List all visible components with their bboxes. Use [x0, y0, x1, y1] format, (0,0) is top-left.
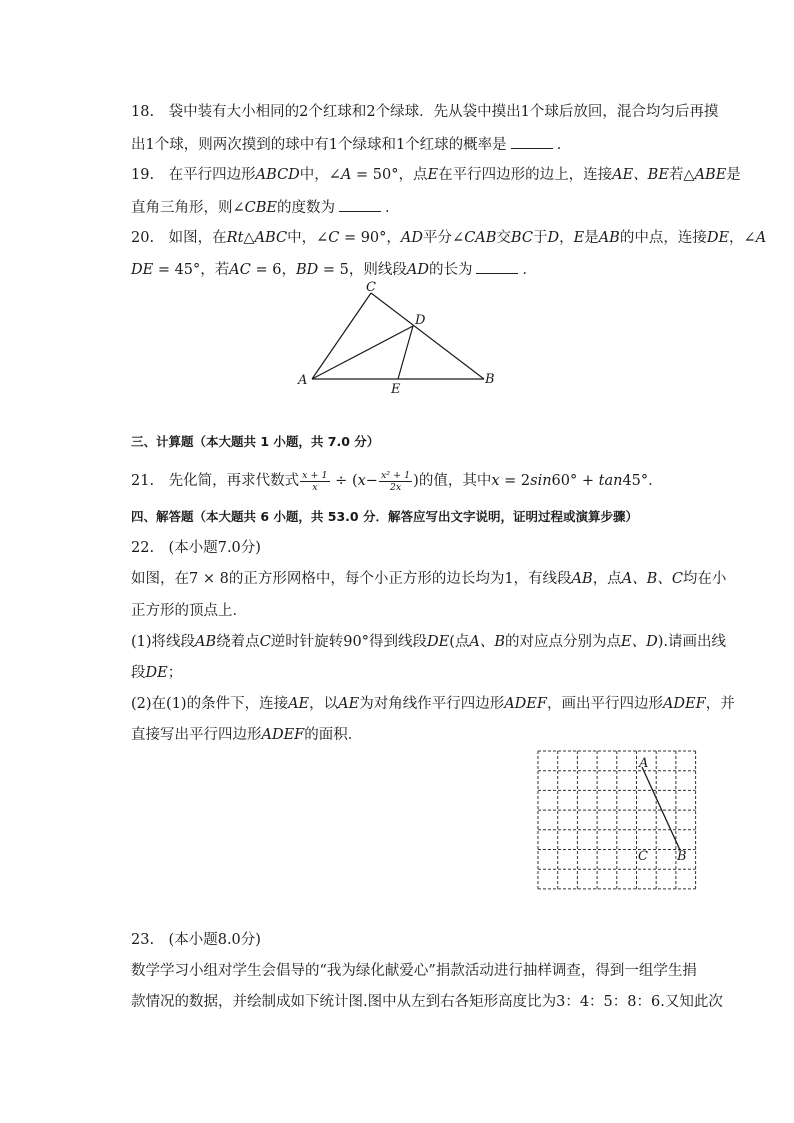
- q23-para1: 数学学习小组对学生会倡导的“我为绿化献爱心”捐款活动进行抽样调查，得到一组学生捐: [131, 963, 697, 979]
- q20-line1: 20. 如图，在Rt△ABC中，∠C = 90°，AD平分∠CAB交BC于D，E是AB的中点，连接DE，∠A: [131, 230, 767, 246]
- q18-line1: [131, 102, 719, 122]
- square-grid: [538, 751, 696, 889]
- q22-para1: 如图，在7 × 8的正方形网格中，每个小正方形的边长均为1，有线段AB，点A、B、C均在小: [131, 571, 727, 587]
- label-e: E: [391, 382, 401, 397]
- label-d: D: [415, 313, 426, 328]
- q18-text-1: 袋中装有大小相同的2个红球和2个绿球．先从袋中摸出1个球后放回，混合均匀后再摸: [168, 104, 719, 120]
- segment-ad: [312, 326, 413, 379]
- grid-label-b: B: [677, 849, 687, 864]
- q22-grid-figure: [535, 748, 701, 890]
- segment-ab: [642, 767, 680, 850]
- q19-line1: 19. 在平行四边形ABCD中，∠A = 50°，点E在平行四边形的边上，连接AE、BE若△ABE是: [131, 167, 741, 183]
- q20-number: 20.: [131, 230, 155, 246]
- q22-part1: (1)将线段AB绕着点C逆时针旋转90°得到线段DE(点A、B的对应点分别为点E、D).请画出线: [131, 634, 727, 650]
- fraction-2: $\frac{\text{x² + 1}}{2x}$: [380, 469, 411, 493]
- grid-label-c: C: [638, 849, 648, 864]
- q20-line2: DE = 45°，若AC = 6，BD = 5，则线段AD的长为 ．: [131, 259, 694, 280]
- segment-ac: [312, 293, 371, 379]
- q18-number: 18.: [131, 104, 155, 120]
- q18-text-2: 出1个球，则两次摸到的球中有1个绿球和1个红球的概率是: [131, 137, 507, 153]
- section-3-heading: 三、计算题（本大题共 1 小题，共 7.0 分）: [131, 434, 380, 449]
- answer-blank[interactable]: [476, 259, 518, 274]
- q19-line2: 直角三角形，则∠CBE的度数为 ．: [131, 197, 694, 218]
- label-b: B: [485, 372, 495, 387]
- segment-cb: [371, 293, 484, 379]
- label-c: C: [366, 280, 376, 295]
- q21-line: 21. 先化简，再求代数式 $\frac{x + 1}{x}$ ÷ (x− $\frac{\text{x² + 1}}{2x}$ )的值，其中x = 2sin60° + tan45°．: [131, 469, 663, 493]
- answer-blank[interactable]: [511, 134, 553, 149]
- q23-heading: 23. (本小题8.0分): [131, 932, 261, 948]
- q20-triangle-figure: [290, 278, 510, 400]
- q22-part1-cont: 段DE；: [131, 665, 183, 681]
- q19-number: 19.: [131, 167, 155, 183]
- answer-blank[interactable]: [339, 197, 381, 212]
- q22-part2-cont: 直接写出平行四边形ADEF的面积．: [131, 727, 363, 743]
- segment-de: [398, 326, 413, 379]
- q22-para2: 正方形的顶点上．: [131, 603, 247, 619]
- q22-heading: 22. (本小题7.0分): [131, 540, 261, 556]
- label-a: A: [298, 373, 308, 388]
- q21-number: 21.: [131, 473, 155, 489]
- fraction-1: $\frac{x + 1}{x}$: [302, 469, 328, 493]
- q18-line2: 出1个球，则两次摸到的球中有1个绿球和1个红球的概率是 ．: [131, 134, 694, 155]
- grid-label-a: A: [639, 756, 649, 771]
- q22-part2: (2)在(1)的条件下，连接AE，以AE为对角线作平行四边形ADEF，画出平行四边形ADEF，并: [131, 696, 735, 712]
- q23-para2: 款情况的数据，并绘制成如下统计图.图中从左到右各矩形高度比为3：4：5：8：6.又知此次: [131, 994, 723, 1010]
- section-4-heading: 四、解答题（本大题共 6 小题，共 53.0 分．解答应写出文字说明，证明过程或演算步骤）: [131, 509, 638, 524]
